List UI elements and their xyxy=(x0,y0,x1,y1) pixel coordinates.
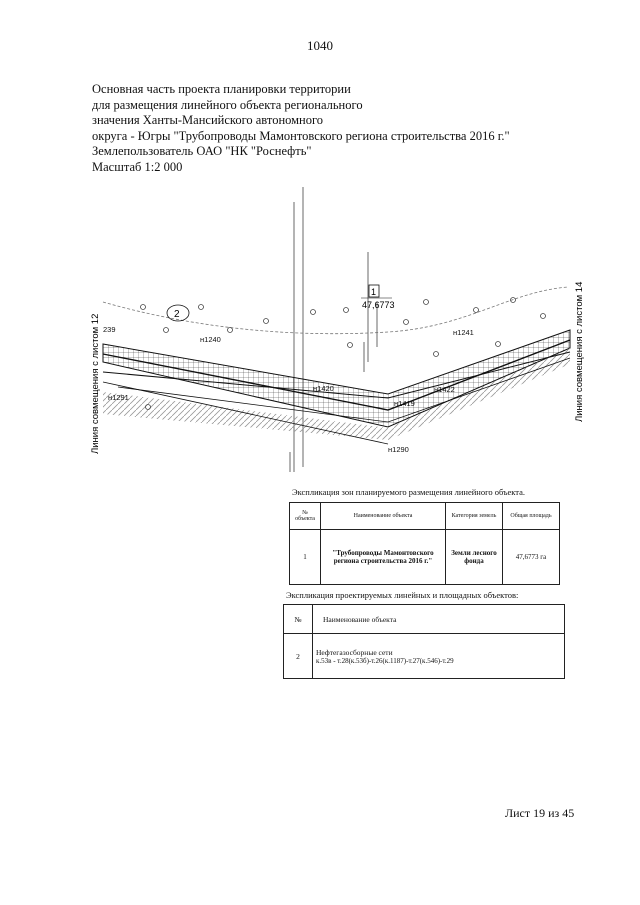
scale-label: Масштаб 1:2 000 xyxy=(92,159,183,174)
point-label-n1419: н1419 xyxy=(394,399,415,408)
zones-table-title: Экспликация зон планируемого размещения линейного объекта. xyxy=(292,487,526,497)
sheet-number: Лист 19 из 45 xyxy=(505,806,575,820)
zones-col-area: Общая площадь xyxy=(503,503,560,530)
header-line-1: Основная часть проекта планировки территории xyxy=(92,82,351,96)
zones-col-category: Категория земель xyxy=(446,503,503,530)
point-label-n1240: н1240 xyxy=(200,335,221,344)
zone-number: 1 xyxy=(371,287,377,297)
table-row xyxy=(290,530,560,585)
header-line-3: значения Ханты-Мансийского автономного xyxy=(92,113,324,128)
forest-boundary xyxy=(103,287,568,334)
zones-col-name: Наименование объекта xyxy=(321,503,446,530)
point-label-n1422: н1422 xyxy=(434,385,455,394)
object-route: к.53в - т.28(к.53б)-т.26(к.1187)-т.27(к.546)-т.29 xyxy=(316,656,454,665)
point-label-239: 239 xyxy=(103,325,116,334)
left-sheet-joint-label: Линия совмещения с листом 12 xyxy=(90,313,101,454)
zones-table xyxy=(289,502,560,585)
object-number: 2 xyxy=(174,309,180,320)
zones-cell-number: 1 xyxy=(290,530,321,585)
objects-table xyxy=(283,604,565,679)
planning-map xyxy=(88,182,588,482)
zone-area: 47,6773 xyxy=(362,300,395,310)
objects-col-number: № xyxy=(284,605,313,634)
page-number: 1040 xyxy=(307,38,333,53)
right-sheet-joint-label: Линия совмещения с листом 14 xyxy=(574,281,585,422)
object-name: Нефтегазосборные сети xyxy=(316,647,393,657)
header-line-5: Землепользователь ОАО "НК "Роснефть" xyxy=(92,144,312,159)
objects-cell-number: 2 xyxy=(284,634,313,679)
point-label-n1290: н1290 xyxy=(388,445,409,454)
objects-col-name: Наименование объекта xyxy=(313,605,565,634)
zones-cell-name: "Трубопроводы Мамонтовского региона строительства 2016 г." xyxy=(321,530,446,585)
zones-cell-category: Земли лесного фонда xyxy=(446,530,503,585)
header-line-2: для размещения линейного объекта регионального xyxy=(92,97,363,112)
objects-table-title: Экспликация проектируемых линейных и площадных объектов: xyxy=(286,590,519,600)
objects-cell-name xyxy=(313,634,565,679)
point-label-n1241: н1241 xyxy=(453,328,474,337)
point-label-n1420: н1420 xyxy=(313,384,334,393)
table-row xyxy=(284,634,565,679)
point-label-n1291: н1291 xyxy=(108,393,129,402)
document-header xyxy=(92,82,510,176)
header-line-4: округа - Югры "Трубопроводы Мамонтовского региона строительства 2016 г." xyxy=(92,128,510,143)
zones-col-number: № объекта xyxy=(290,503,321,530)
zones-cell-area: 47,6773 га xyxy=(503,530,560,585)
